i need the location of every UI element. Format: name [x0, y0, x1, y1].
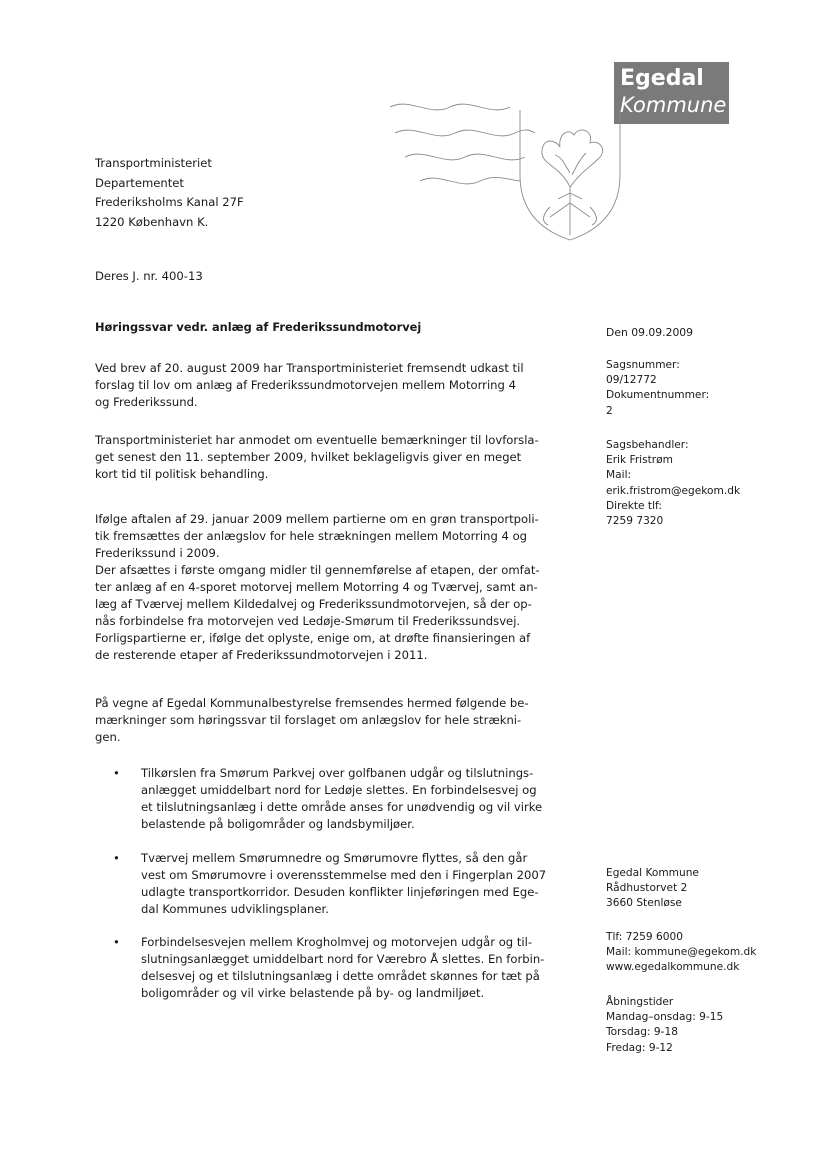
- paragraph-line: Forligspartierne er, ifølge det oplyste, enige om, at drøfte finansieringen af: [95, 631, 531, 646]
- handler-email: erik.fristrom@egekom.dk: [606, 484, 741, 497]
- phone-label: Direkte tlf:: [606, 499, 662, 512]
- paragraph-line: mærkninger som høringssvar til forslaget om anlægslov for hele strækni-: [95, 713, 522, 728]
- paragraph-4: [95, 695, 575, 746]
- hours-line: Torsdag: 9-18: [606, 1026, 678, 1039]
- recipient-line: Transportministeriet: [95, 156, 212, 170]
- paragraph-line: nås forbindelse fra motorvejen ved Ledøje-Smørum til Frederikssundsvej.: [95, 614, 521, 629]
- paragraph-line: Ved brev af 20. august 2009 har Transportministeriet fremsendt udkast til: [95, 361, 524, 375]
- handler-info: [606, 438, 740, 529]
- paragraph-line: forslag til lov om anlæg af Frederikssundmotorvejen mellem Motorring 4: [95, 378, 516, 393]
- address-line: Rådhustorvet 2: [606, 882, 688, 895]
- list-item-line: Forbindelsesvejen mellem Krogholmvej og motorvejen udgår og til-: [141, 935, 532, 949]
- list-item-line: boligområder og vil virke belastende på by- og landmiljøet.: [141, 986, 485, 1001]
- paragraph-2: [95, 432, 575, 483]
- list-item-line: udlagte transportkorridor. Desuden konflikter linjeføringen med Ege-: [141, 885, 539, 900]
- list-item-line: Tværvej mellem Smørumnedre og Smørumovre flyttes, så den går: [141, 851, 528, 865]
- list-item-text: [141, 765, 542, 833]
- list-item-line: Tilkørslen fra Smørum Parkvej over golfbanen udgår og tilslutnings-: [141, 766, 534, 780]
- municipality-contact: [606, 930, 756, 976]
- list-item-line: vest om Smørumovre i overensstemmelse med den i Fingerplan 2007: [141, 868, 547, 883]
- recipient-line: 1220 København K.: [95, 214, 209, 229]
- list-item-line: anlægget umiddelbart nord for Ledøje slettes. En forbindelsesvej og: [141, 783, 537, 798]
- list-item-line: slutningsanlægget umiddelbart nord for Værebro Å slettes. En forbin-: [141, 952, 545, 967]
- contact-email: Mail: kommune@egekom.dk: [606, 946, 757, 959]
- paragraph-3: [95, 511, 575, 664]
- case-info: [606, 358, 709, 419]
- recipient-line: Frederiksholms Kanal 27F: [95, 195, 244, 209]
- municipality-address: [606, 866, 699, 912]
- paragraph-line: Der afsættes i første omgang midler til gennemførelse af etapen, der omfat-: [95, 563, 540, 578]
- case-label: Sagsnummer:: [606, 359, 680, 371]
- logo-line2: Kommune: [620, 93, 727, 117]
- letter-subject: Høringssvar vedr. anlæg af Frederikssundmotorvej: [95, 320, 422, 334]
- paragraph-line: læg af Tværvej mellem Kildedalvej og Frederikssundmotorvejen, så der op-: [95, 597, 532, 612]
- paragraph-1: [95, 360, 575, 411]
- document-number: 2: [606, 404, 613, 417]
- document-label: Dokumentnummer:: [606, 389, 710, 402]
- handler-label: Sagsbehandler:: [606, 439, 689, 451]
- handler-phone: 7259 7320: [606, 515, 664, 528]
- contact-phone: Tlf: 7259 6000: [606, 931, 683, 943]
- paragraph-line: Frederikssund i 2009.: [95, 546, 220, 561]
- logo-line1: Egedal: [620, 66, 704, 91]
- paragraph-line: og Frederikssund.: [95, 395, 198, 410]
- case-number: 09/12772: [606, 374, 657, 387]
- paragraph-line: tik fremsættes der anlægslov for hele strækningen mellem Motorring 4 og: [95, 529, 528, 544]
- hours-title: Åbningstider: [606, 996, 674, 1008]
- address-line: Egedal Kommune: [606, 867, 699, 879]
- bullet-icon: •: [113, 766, 120, 780]
- paragraph-line: de resterende etaper af Frederikssundmotorvejen i 2011.: [95, 648, 428, 663]
- paragraph-line: ter anlæg af en 4-sporet motorvej mellem Motorring 4 og Tværvej, samt an-: [95, 580, 538, 595]
- paragraph-line: gen.: [95, 730, 121, 745]
- reference-number: Deres J. nr. 400-13: [95, 269, 203, 283]
- list-item-text: [141, 934, 544, 1002]
- bullet-icon: •: [113, 851, 120, 865]
- handler-name: Erik Fristrøm: [606, 454, 673, 467]
- bullet-icon: •: [113, 935, 120, 949]
- list-item-line: belastende på boligområder og landsbymiljøer.: [141, 817, 415, 832]
- opening-hours: [606, 995, 723, 1056]
- recipient-line: Departementet: [95, 175, 184, 190]
- paragraph-line: Ifølge aftalen af 29. januar 2009 mellem partierne om en grøn transportpoli-: [95, 512, 539, 526]
- coat-of-arms-icon: [390, 95, 650, 245]
- list-item-line: et tilslutningsanlæg i dette område anses for unødvendig og vil virke: [141, 800, 543, 815]
- paragraph-line: På vegne af Egedal Kommunalbestyrelse fremsendes hermed følgende be-: [95, 696, 529, 710]
- letter-date: Den 09.09.2009: [606, 326, 694, 339]
- hours-line: Mandag–onsdag: 9-15: [606, 1011, 724, 1024]
- list-item-line: delsesvej og et tilslutningsanlæg i dette området skønnes for tæt på: [141, 969, 540, 984]
- mail-label: Mail:: [606, 469, 632, 482]
- hours-line: Fredag: 9-12: [606, 1041, 673, 1054]
- recipient-address: [95, 154, 244, 232]
- list-item-line: dal Kommunes udviklingsplaner.: [141, 902, 329, 917]
- paragraph-line: get senest den 11. september 2009, hvilket beklageligvis giver en meget: [95, 450, 522, 465]
- paragraph-line: Transportministeriet har anmodet om eventuelle bemærkninger til lovforsla-: [95, 433, 539, 447]
- address-line: 3660 Stenløse: [606, 897, 682, 910]
- contact-website: www.egedalkommune.dk: [606, 961, 740, 974]
- list-item-text: [141, 850, 546, 918]
- paragraph-line: kort tid til politisk behandling.: [95, 467, 269, 482]
